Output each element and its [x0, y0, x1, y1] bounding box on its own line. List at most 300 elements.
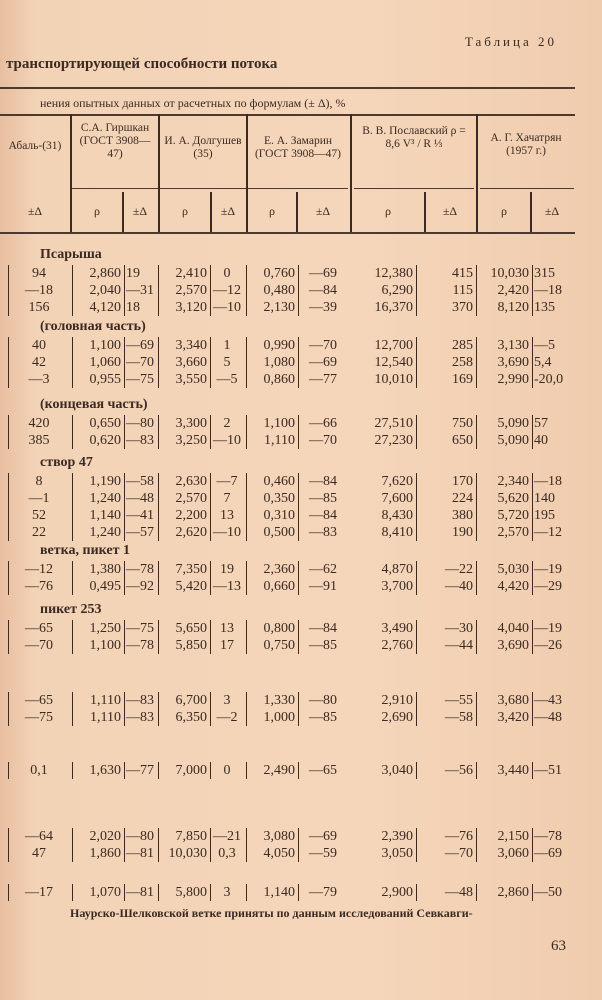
section-block: [0, 542, 602, 595]
table-cell: —56: [416, 762, 476, 779]
table-cell: —50: [532, 884, 576, 901]
sub-head: ±Δ: [27, 204, 43, 218]
table-cell: 1,190: [72, 473, 124, 490]
table-cell: —58: [124, 473, 158, 490]
table-cell: —78: [124, 637, 158, 654]
table-cell: —69: [532, 845, 576, 862]
table-cell: 3,490: [381, 621, 413, 636]
table-cell: —5: [210, 371, 246, 388]
table-cell: 750: [416, 415, 476, 432]
table-cell: 2: [210, 415, 246, 432]
table-cell: —70: [298, 432, 350, 449]
table-cell: 3,050: [381, 846, 413, 861]
table-cell: 1,080: [246, 354, 298, 371]
table-cell: —70: [8, 637, 72, 654]
table-cell: 5,720: [476, 507, 532, 524]
table-cell: 3: [210, 884, 246, 901]
table-cell: 3,690: [476, 637, 532, 654]
table-cell: 1,240: [72, 524, 124, 541]
table-cell: 42: [8, 354, 72, 371]
table-cell: 7: [210, 490, 246, 507]
table-cell: 2,860: [72, 265, 124, 282]
table-cell: 0,310: [246, 507, 298, 524]
table-cell: 3,660: [158, 354, 210, 371]
table-cell: —3: [8, 371, 72, 388]
table-cell: 3,120: [158, 299, 210, 316]
col-head-girshkan: С.А. Гиршкан (ГОСТ 3908—47): [79, 122, 151, 160]
table-row: [0, 884, 602, 901]
table-cell: 13: [210, 620, 246, 637]
table-cell: 2,570: [476, 524, 532, 541]
table-cell: —80: [124, 828, 158, 845]
section-block: [0, 396, 602, 449]
table-row: [0, 490, 602, 507]
table-cell: 10,030: [476, 265, 532, 282]
table-cell: 3,300: [158, 415, 210, 432]
table-cell: —69: [124, 337, 158, 354]
table-row: [0, 299, 602, 316]
table-cell: 3,700: [381, 579, 413, 594]
table-cell: 3,080: [246, 828, 298, 845]
table-cell: —13: [210, 578, 246, 595]
table-cell: —84: [298, 282, 350, 299]
table-cell: 2,990: [476, 371, 532, 388]
col-head-zamarin: Е. А. Замарин (ГОСТ 3908—47): [254, 135, 342, 160]
table-cell: 5,030: [476, 561, 532, 578]
table-cell: —80: [124, 415, 158, 432]
table-cell: —5: [532, 337, 576, 354]
table-cell: 1,330: [246, 692, 298, 709]
table-cell: —10: [210, 432, 246, 449]
table-cell: 115: [416, 282, 476, 299]
col-head-poslavsky: В. В. Пославский ρ = 8,6 V³ / R ⅓: [362, 125, 466, 150]
table-cell: —43: [532, 692, 576, 709]
table-cell: 1,100: [72, 337, 124, 354]
table-cell: —26: [532, 637, 576, 654]
table-cell: 13: [210, 507, 246, 524]
table-cell: 5,420: [158, 578, 210, 595]
table-cell: 156: [8, 299, 72, 316]
table-cell: 0,500: [246, 524, 298, 541]
table-cell: 1,380: [72, 561, 124, 578]
sub-head: ±Δ: [220, 204, 236, 218]
table-cell: 5,4: [532, 354, 576, 371]
table-cell: —18: [532, 282, 576, 299]
table-cell: 3,420: [476, 709, 532, 726]
table-row: [0, 762, 602, 779]
table-row: [0, 473, 602, 490]
table-cell: 285: [416, 337, 476, 354]
table-cell: —79: [298, 884, 350, 901]
table-cell: —2: [210, 709, 246, 726]
table-cell: —76: [8, 578, 72, 595]
table-cell: —12: [210, 282, 246, 299]
table-cell: —31: [124, 282, 158, 299]
table-cell: 0,1: [8, 762, 72, 779]
table-cell: 1,860: [72, 845, 124, 862]
table-cell: 3,060: [476, 845, 532, 862]
table-cell: 7,000: [158, 762, 210, 779]
table-cell: —64: [8, 828, 72, 845]
table-cell: 8,410: [381, 525, 413, 540]
table-cell: 1,240: [72, 490, 124, 507]
section-label: Псарыша: [40, 247, 102, 262]
table-cell: 7,350: [158, 561, 210, 578]
table-cell: —7: [210, 473, 246, 490]
table-cell: 370: [416, 299, 476, 316]
table-cell: 3,690: [476, 354, 532, 371]
table-cell: —48: [124, 490, 158, 507]
table-cell: 0: [210, 265, 246, 282]
table-cell: —70: [416, 845, 476, 862]
table-cell: 2,760: [381, 638, 413, 653]
table-cell: 650: [416, 432, 476, 449]
table-cell: —75: [124, 371, 158, 388]
section-label: (головная часть): [40, 319, 146, 334]
table-row: [0, 692, 602, 709]
table-cell: 2,360: [246, 561, 298, 578]
table-cell: —75: [124, 620, 158, 637]
section-label: створ 47: [40, 455, 93, 470]
table-cell: 135: [532, 299, 576, 316]
table-cell: —85: [298, 490, 350, 507]
table-row: [0, 620, 602, 637]
col-head-khachatryan: А. Г. Хачатрян (1957 г.): [490, 132, 562, 157]
section-block: [0, 246, 602, 316]
table-cell: —44: [416, 637, 476, 654]
table-cell: 0,495: [72, 578, 124, 595]
table-cell: —12: [532, 524, 576, 541]
table-cell: 0,480: [246, 282, 298, 299]
col-head-dolgushev: И. А. Долгушев (35): [164, 135, 242, 160]
table-cell: 140: [532, 490, 576, 507]
table-cell: 12,700: [374, 338, 413, 353]
table-cell: 190: [416, 524, 476, 541]
table-row: [0, 578, 602, 595]
table-cell: 4,050: [246, 845, 298, 862]
table-cell: 4,420: [476, 578, 532, 595]
col-head-abal: Абаль-(31): [8, 140, 62, 152]
table-cell: 1: [210, 337, 246, 354]
table-row: [0, 561, 602, 578]
table-cell: 1,250: [72, 620, 124, 637]
table-row: [0, 637, 602, 654]
table-cell: -20,0: [532, 371, 576, 388]
sub-head: ±Δ: [132, 204, 148, 218]
table-cell: 2,420: [476, 282, 532, 299]
table-cell: 1,100: [72, 637, 124, 654]
table-cell: 195: [532, 507, 576, 524]
table-cell: 1,060: [72, 354, 124, 371]
table-cell: 8: [8, 473, 72, 490]
table-cell: 4,040: [476, 620, 532, 637]
table-cell: —40: [416, 578, 476, 595]
table-cell: —65: [8, 692, 72, 709]
sub-head: ρ: [94, 204, 100, 218]
table-cell: 380: [416, 507, 476, 524]
table-cell: 1,140: [72, 507, 124, 524]
table-cell: 0,620: [72, 432, 124, 449]
table-cell: 1,070: [72, 884, 124, 901]
table-cell: —21: [210, 828, 246, 845]
table-row: [0, 354, 602, 371]
table-row: [0, 845, 602, 862]
table-row: [0, 282, 602, 299]
table-cell: 12,540: [374, 355, 413, 370]
table-cell: —92: [124, 578, 158, 595]
section-label: пикет 253: [40, 602, 102, 617]
table-cell: 4,120: [72, 299, 124, 316]
table-cell: 1,100: [246, 415, 298, 432]
table-cell: 22: [8, 524, 72, 541]
section-block: [0, 762, 602, 779]
table-cell: 0,3: [210, 845, 246, 862]
table-cell: —30: [416, 620, 476, 637]
table-cell: —29: [532, 578, 576, 595]
table-cell: —70: [124, 354, 158, 371]
table-row: [0, 371, 602, 388]
table-cell: —85: [298, 637, 350, 654]
table-row: [0, 507, 602, 524]
table-cell: 7,850: [158, 828, 210, 845]
table-cell: —83: [124, 432, 158, 449]
sub-head: ±Δ: [315, 204, 331, 218]
table-cell: —83: [298, 524, 350, 541]
table-cell: 1,110: [246, 432, 298, 449]
table-cell: 7,620: [381, 474, 413, 489]
table-cell: 94: [8, 265, 72, 282]
table-cell: 315: [532, 265, 576, 282]
section-block: [0, 318, 602, 388]
table-cell: 0,860: [246, 371, 298, 388]
table-cell: —85: [298, 709, 350, 726]
table-cell: 18: [124, 299, 158, 316]
table-cell: —22: [416, 561, 476, 578]
table-cell: 2,900: [381, 885, 413, 900]
table-cell: —1: [8, 490, 72, 507]
table-cell: 420: [8, 415, 72, 432]
table-cell: 5,850: [158, 637, 210, 654]
table-cell: —19: [532, 620, 576, 637]
table-cell: 27,230: [374, 433, 413, 448]
table-cell: —69: [298, 354, 350, 371]
table-cell: 2,150: [476, 828, 532, 845]
table-cell: 2,570: [158, 490, 210, 507]
table-cell: 385: [8, 432, 72, 449]
table-cell: —84: [298, 620, 350, 637]
table-cell: 12,380: [374, 266, 413, 281]
sub-head: ±Δ: [544, 204, 560, 218]
table-cell: —84: [298, 473, 350, 490]
table-row: [0, 524, 602, 541]
table-cell: 47: [8, 845, 72, 862]
table-cell: 2,570: [158, 282, 210, 299]
table-cell: 5: [210, 354, 246, 371]
table-title: транспортирующей способности потока: [6, 56, 278, 72]
table-cell: —84: [298, 507, 350, 524]
table-cell: —81: [124, 884, 158, 901]
table-cell: 2,490: [246, 762, 298, 779]
table-cell: 19: [124, 265, 158, 282]
table-cell: 40: [8, 337, 72, 354]
table-cell: —75: [8, 709, 72, 726]
table-subtitle: нения опытных данных от расчетных по формулам (± Δ), %: [40, 96, 346, 110]
table-cell: —55: [416, 692, 476, 709]
table-cell: 1,110: [72, 709, 124, 726]
table-cell: —48: [532, 709, 576, 726]
table-cell: —18: [532, 473, 576, 490]
table-cell: —91: [298, 578, 350, 595]
table-cell: 1,140: [246, 884, 298, 901]
table-cell: 0: [210, 762, 246, 779]
table-cell: 0,800: [246, 620, 298, 637]
table-cell: 5,090: [476, 415, 532, 432]
table-row: [0, 709, 602, 726]
table-cell: 0,350: [246, 490, 298, 507]
table-row: [0, 415, 602, 432]
table-cell: 2,410: [158, 265, 210, 282]
sub-head: ±Δ: [442, 204, 458, 218]
table-cell: 1,110: [72, 692, 124, 709]
table-cell: 19: [210, 561, 246, 578]
table-cell: 8,430: [381, 508, 413, 523]
table-cell: 6,700: [158, 692, 210, 709]
table-cell: 0,750: [246, 637, 298, 654]
sub-head: ρ: [501, 204, 507, 218]
table-cell: 0,460: [246, 473, 298, 490]
table-cell: 17: [210, 637, 246, 654]
page-number: 63: [551, 938, 566, 954]
table-cell: —65: [8, 620, 72, 637]
table-cell: —77: [124, 762, 158, 779]
table-cell: 5,090: [476, 432, 532, 449]
section-block: [0, 601, 602, 654]
table-cell: —18: [8, 282, 72, 299]
table-row: [0, 337, 602, 354]
table-cell: 5,620: [476, 490, 532, 507]
table-cell: 10,030: [158, 845, 210, 862]
table-cell: —78: [532, 828, 576, 845]
table-label: Таблица 20: [464, 34, 557, 49]
table-cell: —17: [8, 884, 72, 901]
table-cell: 2,690: [381, 710, 413, 725]
table-cell: —51: [532, 762, 576, 779]
table-cell: 3: [210, 692, 246, 709]
table-cell: 2,200: [158, 507, 210, 524]
table-cell: 6,350: [158, 709, 210, 726]
sub-head: ρ: [385, 204, 391, 218]
table-cell: 0,990: [246, 337, 298, 354]
section-block: [0, 884, 602, 901]
table-cell: 2,130: [246, 299, 298, 316]
table-cell: 6,290: [381, 283, 413, 298]
table-cell: 258: [416, 354, 476, 371]
table-cell: —41: [124, 507, 158, 524]
table-cell: —76: [416, 828, 476, 845]
table-cell: —10: [210, 299, 246, 316]
table-row: [0, 265, 602, 282]
table-cell: 2,020: [72, 828, 124, 845]
table-cell: —19: [532, 561, 576, 578]
table-cell: —69: [298, 828, 350, 845]
table-cell: —12: [8, 561, 72, 578]
table-cell: 2,390: [381, 829, 413, 844]
table-cell: 2,860: [476, 884, 532, 901]
table-cell: 8,120: [476, 299, 532, 316]
table-cell: —59: [298, 845, 350, 862]
table-cell: 57: [532, 415, 576, 432]
table-cell: —66: [298, 415, 350, 432]
table-cell: 16,370: [374, 300, 413, 315]
sub-head: ρ: [269, 204, 275, 218]
table-cell: 169: [416, 371, 476, 388]
table-cell: 2,620: [158, 524, 210, 541]
table-cell: 3,550: [158, 371, 210, 388]
table-cell: —78: [124, 561, 158, 578]
footnote: Наурско-Шелковской ветке приняты по данным исследований Севкавги-: [70, 906, 473, 920]
table-cell: —81: [124, 845, 158, 862]
table-cell: 1,630: [72, 762, 124, 779]
table-cell: 3,340: [158, 337, 210, 354]
table-cell: —69: [298, 265, 350, 282]
table-cell: —80: [298, 692, 350, 709]
table-cell: —57: [124, 524, 158, 541]
section-block: [0, 692, 602, 726]
table-cell: 52: [8, 507, 72, 524]
table-cell: 2,040: [72, 282, 124, 299]
table-cell: —65: [298, 762, 350, 779]
section-block: [0, 454, 602, 541]
table-cell: 27,510: [374, 416, 413, 431]
section-label: ветка, пикет 1: [40, 543, 130, 558]
table-cell: 3,440: [476, 762, 532, 779]
table-cell: —77: [298, 371, 350, 388]
table-cell: —70: [298, 337, 350, 354]
section-block: [0, 828, 602, 862]
table-cell: 3,250: [158, 432, 210, 449]
table-cell: 415: [416, 265, 476, 282]
table-cell: 4,870: [381, 562, 413, 577]
table-cell: —39: [298, 299, 350, 316]
table-cell: 3,130: [476, 337, 532, 354]
table-cell: —48: [416, 884, 476, 901]
table-cell: 5,650: [158, 620, 210, 637]
table-cell: 5,800: [158, 884, 210, 901]
table-cell: 1,000: [246, 709, 298, 726]
table-row: [0, 432, 602, 449]
table-cell: 3,680: [476, 692, 532, 709]
table-cell: —58: [416, 709, 476, 726]
table-cell: 2,630: [158, 473, 210, 490]
table-cell: 7,600: [381, 491, 413, 506]
table-cell: 224: [416, 490, 476, 507]
section-label: (концевая часть): [40, 397, 148, 412]
table-cell: 40: [532, 432, 576, 449]
table-cell: 0,660: [246, 578, 298, 595]
sub-head: ρ: [182, 204, 188, 218]
table-cell: 0,760: [246, 265, 298, 282]
table-cell: 2,910: [381, 693, 413, 708]
table-cell: 0,650: [72, 415, 124, 432]
table-cell: —62: [298, 561, 350, 578]
table-cell: 2,340: [476, 473, 532, 490]
table-cell: —83: [124, 709, 158, 726]
table-cell: —10: [210, 524, 246, 541]
table-cell: 170: [416, 473, 476, 490]
table-cell: —83: [124, 692, 158, 709]
table-cell: 10,010: [374, 372, 413, 387]
table-cell: 3,040: [381, 763, 413, 778]
